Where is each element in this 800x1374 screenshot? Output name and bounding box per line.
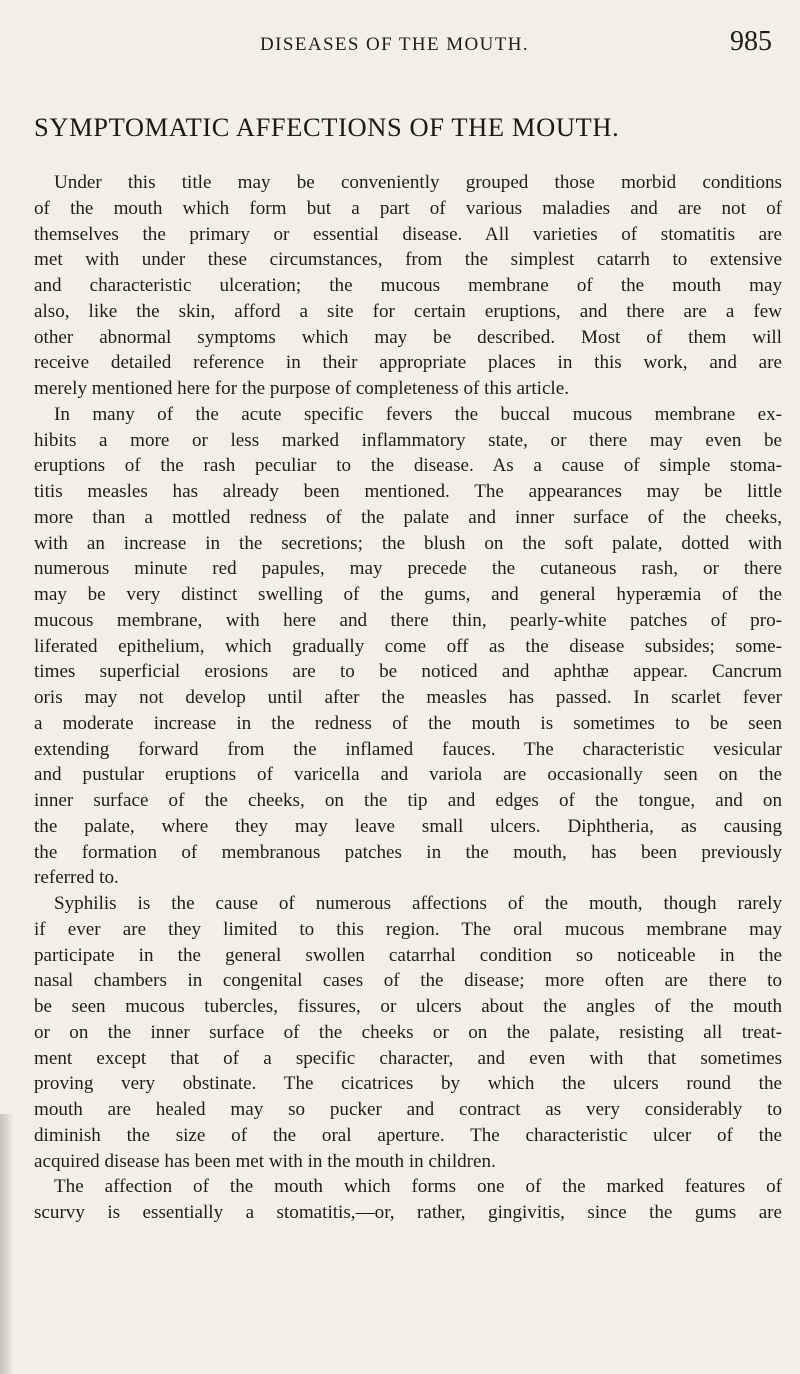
text-line: with an increase in the secretions; the blush on the soft palate, dotted with xyxy=(34,532,782,554)
text-line: In many of the acute specific fevers the buccal mucous membrane ex- xyxy=(54,403,782,425)
text-line: titis measles has already been mentioned. The appearances may be little xyxy=(34,481,782,502)
text-line: other abnormal symptoms which may be described. Most of them will xyxy=(34,326,782,348)
text-line: themselves the primary or essential disease. All varieties of stomatitis are xyxy=(34,223,782,245)
text-line: met with under these circumstances, from the simplest catarrh to extensive xyxy=(34,249,782,271)
text-line: and characteristic ulceration; the mucous membrane of the mouth may xyxy=(34,275,782,296)
text-line: hibits a more or less marked inflammatory state, or there may even be xyxy=(34,429,782,451)
text-line: Syphilis is the cause of numerous affections of the mouth, though rarely xyxy=(54,893,782,914)
text-line: of the mouth which form but a part of various maladies and are not of xyxy=(34,197,782,219)
text-line: or on the inner surface of the cheeks or on the palate, resisting all treat- xyxy=(34,1021,782,1043)
text-line: The affection of the mouth which forms one of the marked features of xyxy=(54,1176,782,1198)
body-text xyxy=(34,170,782,1226)
text-line: acquired disease has been met with in the mouth in children. xyxy=(34,1150,496,1172)
text-line: the palate, where they may leave small ulcers. Diphtheria, as causing xyxy=(34,815,782,837)
running-header xyxy=(0,22,800,62)
text-line: extending forward from the inflamed fauces. The characteristic vesicular xyxy=(34,738,782,760)
text-line: Under this title may be conveniently grouped those morbid conditions xyxy=(54,172,782,193)
text-line: also, like the skin, afford a site for certain eruptions, and there are a few xyxy=(34,300,782,322)
text-line: eruptions of the rash peculiar to the disease. As a cause of simple stoma- xyxy=(34,455,782,477)
text-line: referred to. xyxy=(34,867,119,889)
text-line: numerous minute red papules, may precede the cutaneous rash, or there xyxy=(34,558,782,580)
text-line: liferated epithelium, which gradually come off as the disease subsides; some- xyxy=(34,635,782,657)
text-line: oris may not develop until after the measles has passed. In scarlet fever xyxy=(34,687,782,708)
section-title: SYMPTOMATIC AFFECTIONS OF THE MOUTH. xyxy=(34,112,620,142)
text-line: the formation of membranous patches in the mouth, has been previously xyxy=(34,841,782,863)
text-line: participate in the general swollen catarrhal condition so noticeable in the xyxy=(34,944,782,966)
text-line: more than a mottled redness of the palate and inner surface of the cheeks, xyxy=(34,506,782,528)
text-line: mouth are healed may so pucker and contract as very considerably to xyxy=(34,1099,782,1120)
text-line: mucous membrane, with here and there thin, pearly-white patches of pro- xyxy=(34,609,782,631)
page-number: 985 xyxy=(730,26,772,57)
page-edge-shadow xyxy=(0,1114,14,1374)
text-line: a moderate increase in the redness of the mouth is sometimes to be seen xyxy=(34,712,782,734)
text-line: receive detailed reference in their appropriate places in this work, and are xyxy=(34,352,782,374)
text-line: may be very distinct swelling of the gums, and general hyperæmia of the xyxy=(34,584,782,605)
text-line: inner surface of the cheeks, on the tip and edges of the tongue, and on xyxy=(34,790,782,811)
text-line: ment except that of a specific character, and even with that sometimes xyxy=(34,1047,782,1069)
text-line: times superficial erosions are to be noticed and aphthæ appear. Cancrum xyxy=(34,661,782,683)
text-line: and pustular eruptions of varicella and variola are occasionally seen on the xyxy=(34,764,782,786)
running-title: DISEASES OF THE MOUTH. xyxy=(260,34,530,55)
text-line: diminish the size of the oral aperture. The characteristic ulcer of the xyxy=(34,1124,782,1146)
text-line: scurvy is essentially a stomatitis,—or, rather, gingivitis, since the gums are xyxy=(34,1202,782,1223)
text-line: proving very obstinate. The cicatrices by which the ulcers round the xyxy=(34,1073,782,1095)
text-line: merely mentioned here for the purpose of completeness of this article. xyxy=(34,378,569,399)
text-line: nasal chambers in congenital cases of the disease; more often are there to xyxy=(34,970,782,992)
text-line: be seen mucous tubercles, fissures, or ulcers about the angles of the mouth xyxy=(34,996,782,1017)
text-line: if ever are they limited to this region. The oral mucous membrane may xyxy=(34,918,782,940)
